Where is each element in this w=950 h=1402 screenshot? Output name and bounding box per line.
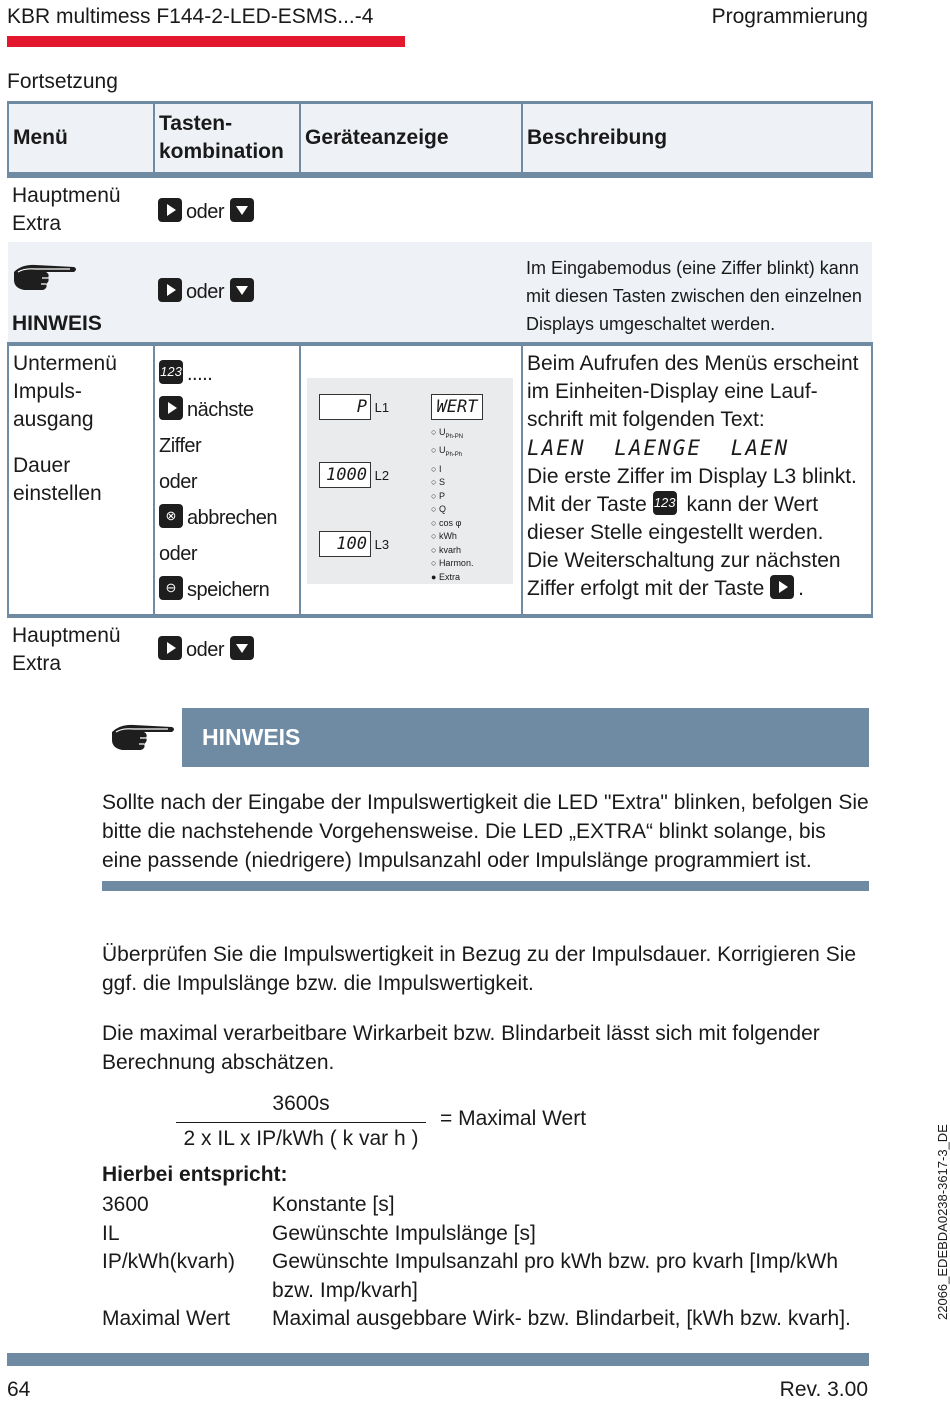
led-item [431, 557, 473, 571]
led-dot-icon: ○ [431, 517, 439, 528]
oder-label: oder [186, 281, 225, 303]
led-label: U [438, 445, 446, 456]
down-arrow-key-icon [230, 636, 254, 660]
right-arrow-key-icon [158, 198, 182, 222]
definition-key: IL [102, 1221, 120, 1245]
led-item [431, 530, 473, 544]
menu-line: Hauptmenü [12, 624, 121, 647]
section-title: Programmierung [711, 5, 868, 28]
123-key-icon: 123 [159, 360, 183, 384]
definition-key: IP/kWh(kvarh) [102, 1250, 236, 1273]
display-l3: 100 [319, 531, 371, 557]
table-row [8, 175, 872, 242]
led-label: kvarh [438, 544, 461, 555]
scroll-text: LAEN LAENGE LAEN [527, 436, 790, 460]
menu-table [7, 101, 873, 682]
led-item [431, 490, 473, 504]
definitions-heading: Hierbei entspricht: [102, 1163, 288, 1186]
paragraph-check: Überprüfen Sie die Impulswertigkeit in Bezug zu der Impulsdauer. Korrigieren Sie ggf. die Impulslänge bzw. die Impulswertigkeit. [102, 943, 857, 995]
desc-line: Mit der Taste [527, 493, 647, 516]
led-item [431, 517, 473, 531]
led-dot-icon: ○ [431, 427, 439, 437]
next-digit-label: nächste Ziffer [159, 399, 254, 457]
description-cell [522, 344, 872, 616]
unit-display: WERT [431, 394, 483, 420]
menu-line: Dauer [13, 454, 71, 477]
save-label: speichern [187, 579, 270, 601]
table-row-hinweis [8, 242, 872, 344]
led-item [431, 544, 473, 558]
table-row [8, 616, 872, 682]
pointing-hand-icon [110, 718, 176, 756]
led-item [431, 463, 473, 477]
led-item [431, 426, 473, 444]
definition-key: 3600 [102, 1193, 149, 1216]
cancel-key-icon: ⊗ [159, 504, 183, 528]
l3-label: L3 [374, 537, 390, 552]
document-code: 22066_EDEBDA0238-3617-3_DE [935, 1124, 950, 1320]
oder-label: oder [159, 471, 198, 493]
led-dot-icon: ○ [431, 531, 439, 542]
definition-value: Gewünschte Impulsanzahl pro kWh bzw. pro kvarh [Imp/kWh bzw. Imp/kvarh] [272, 1250, 839, 1302]
down-arrow-key-icon [230, 278, 254, 302]
definition-value: Maximal ausgebbare Wirk- bzw. Blindarbeit, [kWh bzw. kvarh]. [272, 1307, 851, 1330]
led-label: cos φ [438, 517, 462, 528]
led-label: I [438, 463, 442, 474]
keys-cell [154, 175, 300, 242]
led-dot-icon: ○ [431, 544, 439, 555]
formula-result: = Maximal Wert [440, 1107, 587, 1130]
keys-cell [154, 344, 300, 616]
col-header-display: Geräteanzeige [300, 103, 522, 176]
right-arrow-key-icon [158, 636, 182, 660]
desc-line: Ziffer erfolgt mit der Taste [527, 577, 765, 600]
keys-cell [154, 616, 300, 682]
definition-value: Konstante [s] [272, 1193, 395, 1216]
led-label: Harmon. [438, 558, 474, 569]
revision-label: Rev. 3.00 [779, 1378, 868, 1401]
save-key-icon: ⊖ [159, 576, 183, 600]
right-arrow-key-icon [158, 278, 182, 302]
desc-end: . [798, 577, 805, 600]
led-label: Extra [438, 571, 460, 582]
l2-label: L2 [374, 468, 390, 483]
paragraph-calculation: Die maximal verarbeitbare Wirkarbeit bzw. Blindarbeit lässt sich mit folgender Berechnung abschätzen. [102, 1022, 820, 1074]
led-dot-icon: ○ [431, 477, 439, 488]
oder-label: oder [186, 201, 225, 223]
display-l1: P [319, 394, 371, 420]
led-list [431, 426, 473, 584]
led-label: S [438, 477, 445, 488]
continuation-label: Fortsetzung [7, 70, 118, 93]
device-display [307, 378, 513, 584]
led-item [431, 476, 473, 490]
pointing-hand-icon [12, 258, 78, 296]
keys-cell [154, 242, 300, 344]
desc-line: Beim Aufrufen des Menüs erscheint [527, 352, 859, 375]
col-header-description: Beschreibung [522, 103, 872, 176]
desc-line: kann der Wert [686, 493, 819, 516]
hinweis-label: HINWEIS [12, 312, 102, 335]
menu-line: Untermenü [13, 352, 117, 375]
next-digit-key-icon [770, 575, 794, 599]
page-number: 64 [7, 1378, 31, 1401]
led-dot-icon: ○ [431, 463, 439, 474]
menu-line: Extra [12, 212, 62, 235]
led-label: kWh [438, 531, 457, 542]
desc-line: schrift mit folgenden Text: [527, 408, 765, 431]
menu-cell [8, 616, 154, 682]
desc-line: im Einheiten-Display eine Lauf- [527, 380, 818, 403]
led-item [431, 503, 473, 517]
led-dot-icon: ○ [431, 504, 439, 515]
hinweis-description: Im Eingabemodus (eine Ziffer blinkt) kann mit diesen Tasten zwischen den einzelnen Displays umgeschaltet werden. [522, 242, 872, 344]
oder-label: oder [159, 543, 198, 565]
menu-line: ausgang [13, 408, 94, 431]
col-header-keys-line1: Tasten- [159, 112, 233, 135]
hinweis-cell [8, 242, 154, 344]
table-row-submenu [8, 344, 872, 616]
desc-line: Die Weiterschaltung zur nächsten [527, 549, 841, 572]
led-dot-icon: ● [431, 571, 439, 582]
led-item [431, 571, 473, 585]
display-l2: 1000 [319, 462, 371, 488]
formula-denominator: 2 x IL x IP/kWh ( k var h ) [183, 1127, 419, 1150]
display-cell [300, 344, 522, 616]
footer-bar [7, 1353, 869, 1366]
led-dot-icon: ○ [431, 490, 439, 501]
menu-line: Impuls- [13, 380, 82, 403]
document-title: KBR multimess F144-2-LED-ESMS...-4 [7, 5, 374, 28]
col-header-keys-line2: kombination [159, 140, 284, 163]
cancel-label: abbrechen [187, 507, 278, 529]
menu-cell [8, 344, 154, 616]
definition-key: Maximal Wert [102, 1307, 230, 1330]
123-key-icon: 123 [653, 491, 677, 515]
menu-line: einstellen [13, 482, 102, 505]
led-sub-label: Ph-PN [445, 433, 464, 440]
menu-line: Extra [12, 652, 62, 675]
menu-cell [8, 175, 154, 242]
notice-banner: HINWEIS [182, 708, 869, 767]
led-label: P [438, 490, 445, 501]
notice-text: Sollte nach der Eingabe der Impulswertigkeit die LED "Extra" blinken, befolgen Sie bitte die nachstehende Vorgehensweise. Die LED „EXTRA“ blinkt solange, bis eine passende (niedrigere) Impulsanzahl oder Impulslänge programmiert ist. [102, 791, 869, 872]
dots-label: ..... [187, 363, 213, 385]
col-header-keys [154, 103, 300, 176]
formula-fraction-line [176, 1122, 426, 1123]
led-item [431, 444, 473, 462]
oder-label: oder [186, 639, 225, 661]
led-dot-icon: ○ [431, 445, 439, 456]
definition-value: Gewünschte Impulslänge [s] [272, 1221, 536, 1245]
desc-line: Die erste Ziffer im Display L3 blinkt. [527, 465, 857, 488]
next-digit-key-icon [159, 396, 183, 420]
header-accent-bar [7, 36, 405, 47]
desc-line: dieser Stelle eingestellt werden. [527, 521, 824, 544]
led-dot-icon: ○ [431, 558, 439, 569]
col-header-menu: Menü [8, 103, 154, 176]
led-sub-label: Ph-Ph [445, 452, 463, 459]
formula-numerator: 3600s [272, 1092, 330, 1115]
led-label: U [438, 427, 446, 437]
menu-line: Hauptmenü [12, 184, 121, 207]
notice-bottom-bar [102, 881, 869, 891]
table-header-row [8, 103, 872, 176]
down-arrow-key-icon [230, 198, 254, 222]
l1-label: L1 [374, 400, 390, 415]
led-label: Q [438, 504, 446, 515]
